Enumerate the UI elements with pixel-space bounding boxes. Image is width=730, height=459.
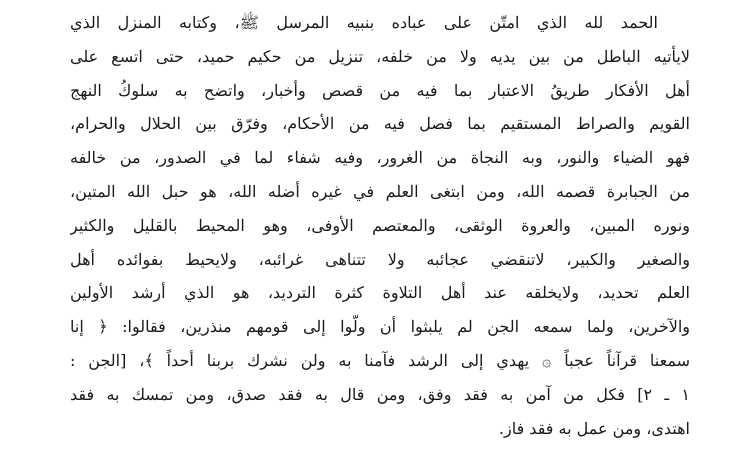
text-line-6: من الجبابرة قصمه الله، ومن ابتغى العلم في غيره أضله الله، هو حبل الله المتين، [70,181,690,201]
text-line-11: سمعنا قرآناً عجباً ۞ يهدي إلى الرشد فآمنا به ولن نشرك بربنا أحداً ﴾، [الجن : [70,350,690,370]
text-line-10: والآخرين، ولما سمعه الجن لم يلبثوا أن ولّوا إلى قومهم منذرين، فقالوا: ﴿ إنا [70,317,690,337]
text-line-12: ١ ـ ٢] فكل من آمن به فقد وفق، ومن قال به فقد صدق، ومن تمسك به فقد [70,384,690,404]
text-line-8: والصغير والكبير، لاتنقضي عجائبه ولا تتناهى غرائبه، ولايحيط بفوائده أهل [70,249,690,269]
text-line-1: الحمد لله الذي امتّن على عباده بنبيه المرسل ﷺ، وكتابه المنزل الذي [70,13,658,32]
text-line-5: فهو الضياء والنور، وبه النجاة من الغرور، وفيه شفاء لما في الصدور، من خالفه [70,148,690,168]
arabic-paragraph [70,6,690,445]
text-line-3: أهل الأفكار طريقُ الاعتبار بما فيه من قصص وأخبار، واتضح به سلوكُ النهج [70,80,690,100]
text-line-7: ونوره المبين، والعروة الوثقى، والمعتصم الأوفى، وهو المحيط بالقليل والكثير [70,215,690,235]
text-line-9: العلم تحديد، ولايخلقه عند أهل التلاوة كثرة الترديد، هو الذي أرشد الأولين [70,283,690,303]
text-line-2: لايأتيه الباطل من بين يديه ولا من خلفه، تنزيل من حكيم حميد، حتى اتسع على [70,46,690,66]
text-line-13: اهتدى، ومن عمل به فقد فاز. [498,418,690,438]
text-line-4: القويم والصراط المستقيم بما فصل فيه من الأحكام، وفرّق بين الحلال والحرام، [70,114,690,134]
